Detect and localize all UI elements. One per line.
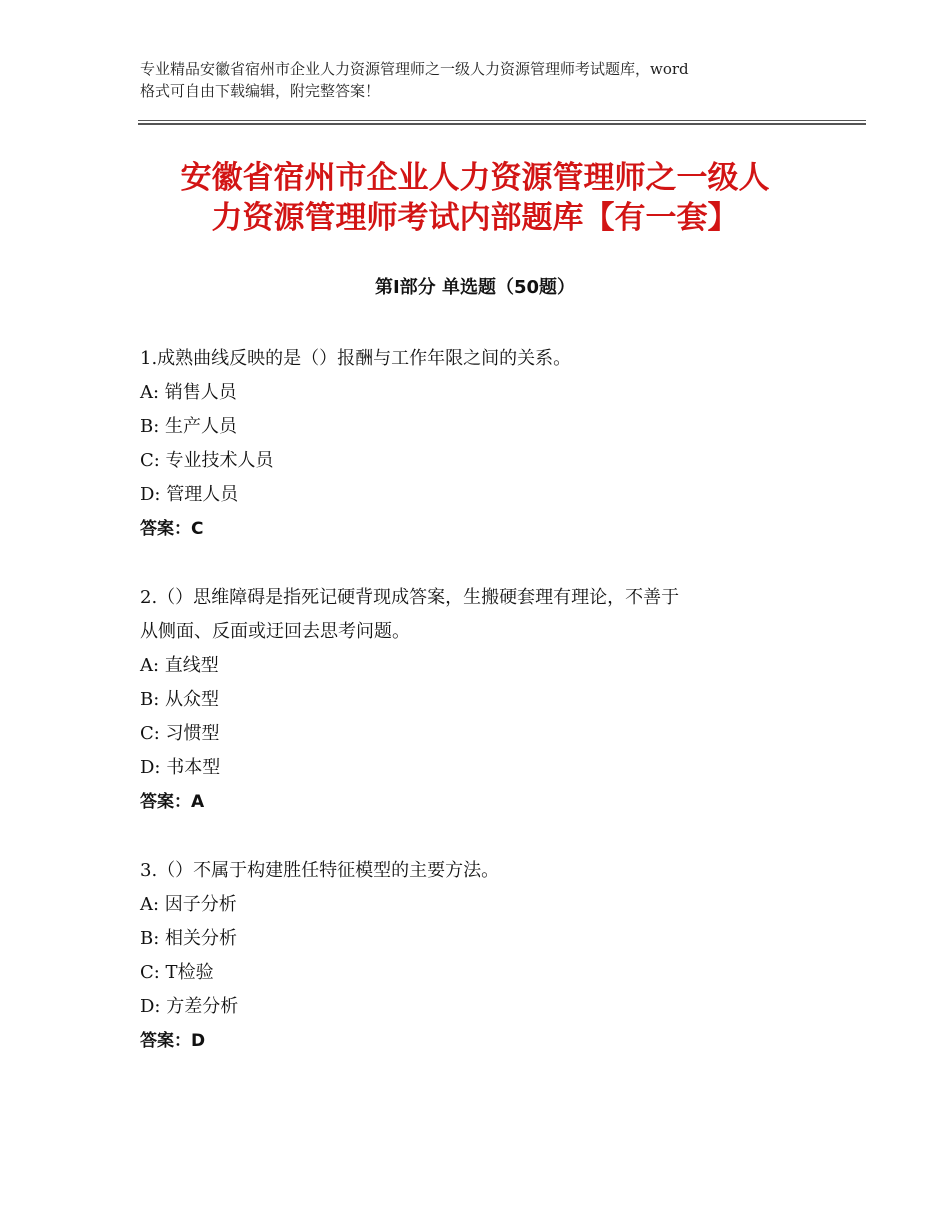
option-a: A: 直线型 — [140, 655, 219, 676]
question-stem: 3.（）不属于构建胜任特征模型的主要方法。 — [140, 860, 500, 881]
option-d: D: 书本型 — [140, 757, 221, 778]
question-stem: 2.（）思维障碍是指死记硬背现成答案，生搬硬套理有理论，不善于 — [140, 587, 680, 608]
option-b: B: 生产人员 — [140, 416, 238, 437]
document-title-line-1: 安徽省宿州市企业人力资源管理师之一级人 — [180, 160, 770, 196]
option-d: D: 管理人员 — [140, 484, 239, 505]
answer-key: 答案：D — [140, 1031, 206, 1051]
option-c: C: 习惯型 — [140, 723, 220, 744]
option-b: B: 相关分析 — [140, 928, 238, 949]
question-item — [140, 854, 820, 1058]
question-stem: 1.成熟曲线反映的是（）报酬与工作年限之间的关系。 — [140, 348, 572, 369]
option-c: C: T检验 — [140, 962, 214, 983]
option-a: A: 销售人员 — [140, 382, 237, 403]
option-a: A: 因子分析 — [140, 894, 237, 915]
option-c: C: 专业技术人员 — [140, 450, 274, 471]
header-divider-thin — [138, 120, 866, 121]
question-stem-continued: 从侧面、反面或迂回去思考问题。 — [140, 621, 410, 642]
section-heading: 第Ⅰ部分 单选题（50题） — [374, 277, 575, 298]
option-b: B: 从众型 — [140, 689, 220, 710]
document-title — [100, 158, 850, 238]
question-item — [140, 581, 820, 819]
answer-key: 答案：A — [140, 792, 205, 812]
document-title-line-2: 力资源管理师考试内部题库【有一套】 — [211, 200, 739, 236]
header-note-line-2: 格式可自由下载编辑，附完整答案！ — [140, 82, 381, 100]
option-d: D: 方差分析 — [140, 996, 239, 1017]
answer-key: 答案：C — [140, 519, 204, 539]
question-item — [140, 342, 820, 546]
header-divider-thick — [138, 123, 866, 125]
header-note-line-1: 专业精品安徽省宿州市企业人力资源管理师之一级人力资源管理师考试题库，word — [140, 60, 689, 78]
document-header-note — [140, 58, 840, 102]
